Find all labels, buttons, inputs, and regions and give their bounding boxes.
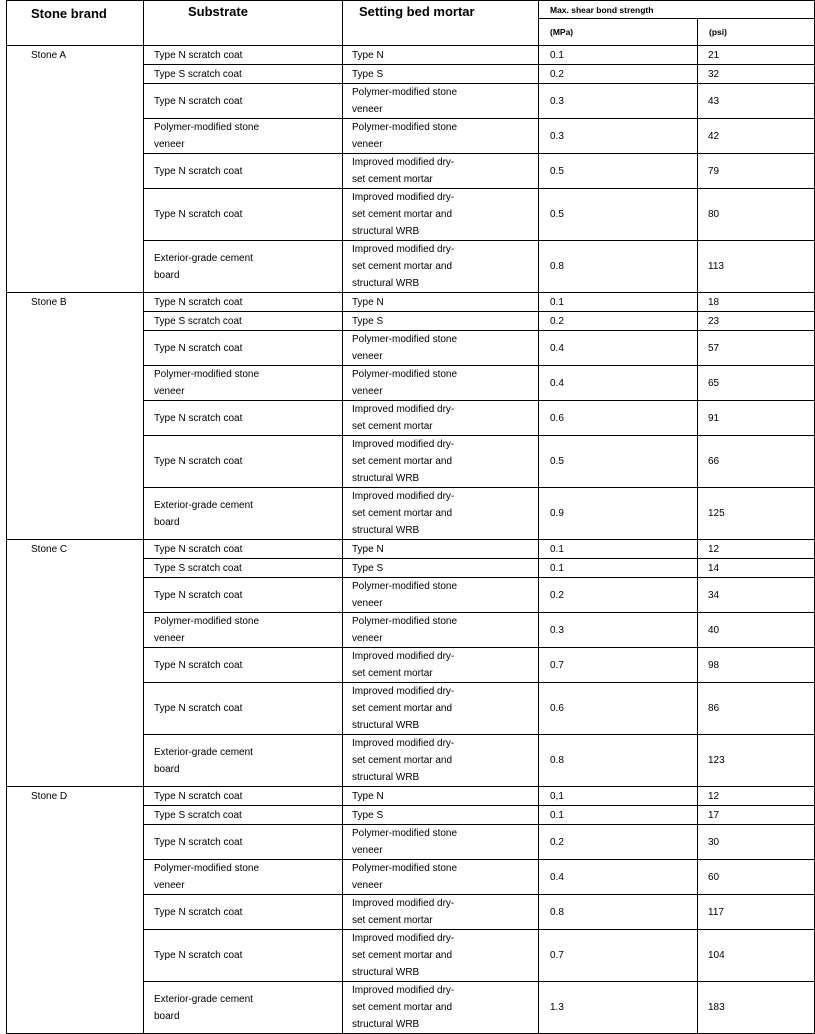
mpa-cell: 0.7 — [539, 648, 698, 683]
mpa-cell: 0.3 — [539, 613, 698, 648]
mpa-cell: 0.5 — [539, 189, 698, 241]
table-row — [7, 46, 815, 65]
substrate-cell: Type N scratch coat — [144, 578, 343, 613]
mortar-cell: Improved modified dry-set cement mortar — [343, 895, 539, 930]
psi-cell: 79 — [698, 154, 815, 189]
psi-cell: 66 — [698, 436, 815, 488]
psi-cell: 125 — [698, 488, 815, 540]
psi-cell: 43 — [698, 84, 815, 119]
mortar-cell: Improved modified dry-set cement mortar and structural WRB — [343, 683, 539, 735]
substrate-cell: Polymer-modified stone veneer — [144, 613, 343, 648]
header-row-1 — [7, 1, 815, 19]
mortar-cell: Polymer-modified stone veneer — [343, 825, 539, 860]
substrate-cell: Type S scratch coat — [144, 806, 343, 825]
substrate-cell: Polymer-modified stone veneer — [144, 366, 343, 401]
psi-cell: 17 — [698, 806, 815, 825]
mpa-cell: 0.6 — [539, 401, 698, 436]
psi-cell: 12 — [698, 540, 815, 559]
mortar-cell: Polymer-modified stone veneer — [343, 578, 539, 613]
substrate-cell: Type N scratch coat — [144, 154, 343, 189]
psi-cell: 80 — [698, 189, 815, 241]
substrate-cell: Type N scratch coat — [144, 648, 343, 683]
header-psi: (psi) — [698, 19, 815, 46]
mortar-cell: Type N — [343, 293, 539, 312]
header-substrate: Substrate — [144, 1, 343, 46]
substrate-cell: Exterior-grade cement board — [144, 982, 343, 1034]
psi-cell: 113 — [698, 241, 815, 293]
table-row — [7, 293, 815, 312]
mpa-cell: 1.3 — [539, 982, 698, 1034]
mortar-cell: Improved modified dry-set cement mortar and structural WRB — [343, 189, 539, 241]
mpa-cell: 0.4 — [539, 366, 698, 401]
psi-cell: 65 — [698, 366, 815, 401]
mpa-cell: 0.2 — [539, 825, 698, 860]
mortar-cell: Polymer-modified stone veneer — [343, 331, 539, 366]
stone-brand-cell: Stone A — [7, 46, 144, 293]
header-stone-brand: Stone brand — [7, 1, 144, 46]
mpa-cell: 0.8 — [539, 735, 698, 787]
mpa-cell: 0.8 — [539, 241, 698, 293]
header-mpa: (MPa) — [539, 19, 698, 46]
substrate-cell: Type N scratch coat — [144, 540, 343, 559]
substrate-cell: Type N scratch coat — [144, 401, 343, 436]
psi-cell: 104 — [698, 930, 815, 982]
mpa-cell: 0.1 — [539, 540, 698, 559]
mpa-cell: 0.9 — [539, 488, 698, 540]
mortar-cell: Improved modified dry-set cement mortar — [343, 648, 539, 683]
psi-cell: 40 — [698, 613, 815, 648]
psi-cell: 34 — [698, 578, 815, 613]
substrate-cell: Type N scratch coat — [144, 46, 343, 65]
mortar-cell: Type S — [343, 65, 539, 84]
psi-cell: 30 — [698, 825, 815, 860]
mpa-cell: 0.4 — [539, 860, 698, 895]
mortar-cell: Polymer-modified stone veneer — [343, 366, 539, 401]
psi-cell: 91 — [698, 401, 815, 436]
mpa-cell: 0.3 — [539, 119, 698, 154]
mpa-cell: 0.5 — [539, 436, 698, 488]
psi-cell: 60 — [698, 860, 815, 895]
substrate-cell: Polymer-modified stone veneer — [144, 119, 343, 154]
mortar-cell: Improved modified dry-set cement mortar and structural WRB — [343, 982, 539, 1034]
mpa-cell: 0.4 — [539, 331, 698, 366]
substrate-cell: Type N scratch coat — [144, 436, 343, 488]
stone-brand-cell: Stone C — [7, 540, 144, 787]
substrate-cell: Type N scratch coat — [144, 930, 343, 982]
substrate-cell: Exterior-grade cement board — [144, 241, 343, 293]
psi-cell: 183 — [698, 982, 815, 1034]
psi-cell: 21 — [698, 46, 815, 65]
psi-cell: 12 — [698, 787, 815, 806]
mortar-cell: Type S — [343, 806, 539, 825]
psi-cell: 18 — [698, 293, 815, 312]
psi-cell: 32 — [698, 65, 815, 84]
table-row — [7, 540, 815, 559]
mortar-cell: Improved modified dry-set cement mortar — [343, 154, 539, 189]
substrate-cell: Type N scratch coat — [144, 84, 343, 119]
psi-cell: 42 — [698, 119, 815, 154]
psi-cell: 123 — [698, 735, 815, 787]
header-max-shear: Max. shear bond strength — [539, 1, 815, 19]
substrate-cell: Type N scratch coat — [144, 189, 343, 241]
shear-bond-table — [6, 0, 815, 1034]
substrate-cell: Type S scratch coat — [144, 312, 343, 331]
header-setting-bed-mortar: Setting bed mortar — [343, 1, 539, 46]
substrate-cell: Type N scratch coat — [144, 331, 343, 366]
stone-brand-cell: Stone B — [7, 293, 144, 540]
substrate-cell: Exterior-grade cement board — [144, 488, 343, 540]
psi-cell: 14 — [698, 559, 815, 578]
mpa-cell: 0.1 — [539, 806, 698, 825]
substrate-cell: Type N scratch coat — [144, 787, 343, 806]
psi-cell: 117 — [698, 895, 815, 930]
mortar-cell: Polymer-modified stone veneer — [343, 613, 539, 648]
substrate-cell: Exterior-grade cement board — [144, 735, 343, 787]
mortar-cell: Improved modified dry-set cement mortar and structural WRB — [343, 436, 539, 488]
substrate-cell: Polymer-modified stone veneer — [144, 860, 343, 895]
substrate-cell: Type S scratch coat — [144, 65, 343, 84]
mortar-cell: Polymer-modified stone veneer — [343, 860, 539, 895]
mpa-cell: 0.2 — [539, 312, 698, 331]
mortar-cell: Improved modified dry-set cement mortar and structural WRB — [343, 488, 539, 540]
mpa-cell: 0.2 — [539, 578, 698, 613]
mortar-cell: Improved modified dry-set cement mortar and structural WRB — [343, 735, 539, 787]
substrate-cell: Type N scratch coat — [144, 683, 343, 735]
psi-cell: 86 — [698, 683, 815, 735]
mortar-cell: Improved modified dry-set cement mortar — [343, 401, 539, 436]
mortar-cell: Improved modified dry-set cement mortar and structural WRB — [343, 241, 539, 293]
mortar-cell: Type S — [343, 312, 539, 331]
mpa-cell: 0.8 — [539, 895, 698, 930]
mortar-cell: Type N — [343, 540, 539, 559]
mpa-cell: 0.5 — [539, 154, 698, 189]
mpa-cell: 0.7 — [539, 930, 698, 982]
table-body — [7, 46, 815, 1034]
mpa-cell: 0.6 — [539, 683, 698, 735]
mortar-cell: Type N — [343, 46, 539, 65]
mpa-cell: 0.1 — [539, 46, 698, 65]
mpa-cell: 0.1 — [539, 293, 698, 312]
psi-cell: 23 — [698, 312, 815, 331]
mortar-cell: Improved modified dry-set cement mortar and structural WRB — [343, 930, 539, 982]
mpa-cell: 0.2 — [539, 65, 698, 84]
psi-cell: 57 — [698, 331, 815, 366]
substrate-cell: Type N scratch coat — [144, 895, 343, 930]
mortar-cell: Polymer-modified stone veneer — [343, 84, 539, 119]
table-row — [7, 787, 815, 806]
mpa-cell: 0.1 — [539, 559, 698, 578]
substrate-cell: Type N scratch coat — [144, 293, 343, 312]
mortar-cell: Polymer-modified stone veneer — [343, 119, 539, 154]
mpa-cell: 0.3 — [539, 84, 698, 119]
mpa-cell: 0,1 — [539, 787, 698, 806]
stone-brand-cell: Stone D — [7, 787, 144, 1034]
mortar-cell: Type S — [343, 559, 539, 578]
psi-cell: 98 — [698, 648, 815, 683]
substrate-cell: Type N scratch coat — [144, 825, 343, 860]
mortar-cell: Type N — [343, 787, 539, 806]
substrate-cell: Type S scratch coat — [144, 559, 343, 578]
